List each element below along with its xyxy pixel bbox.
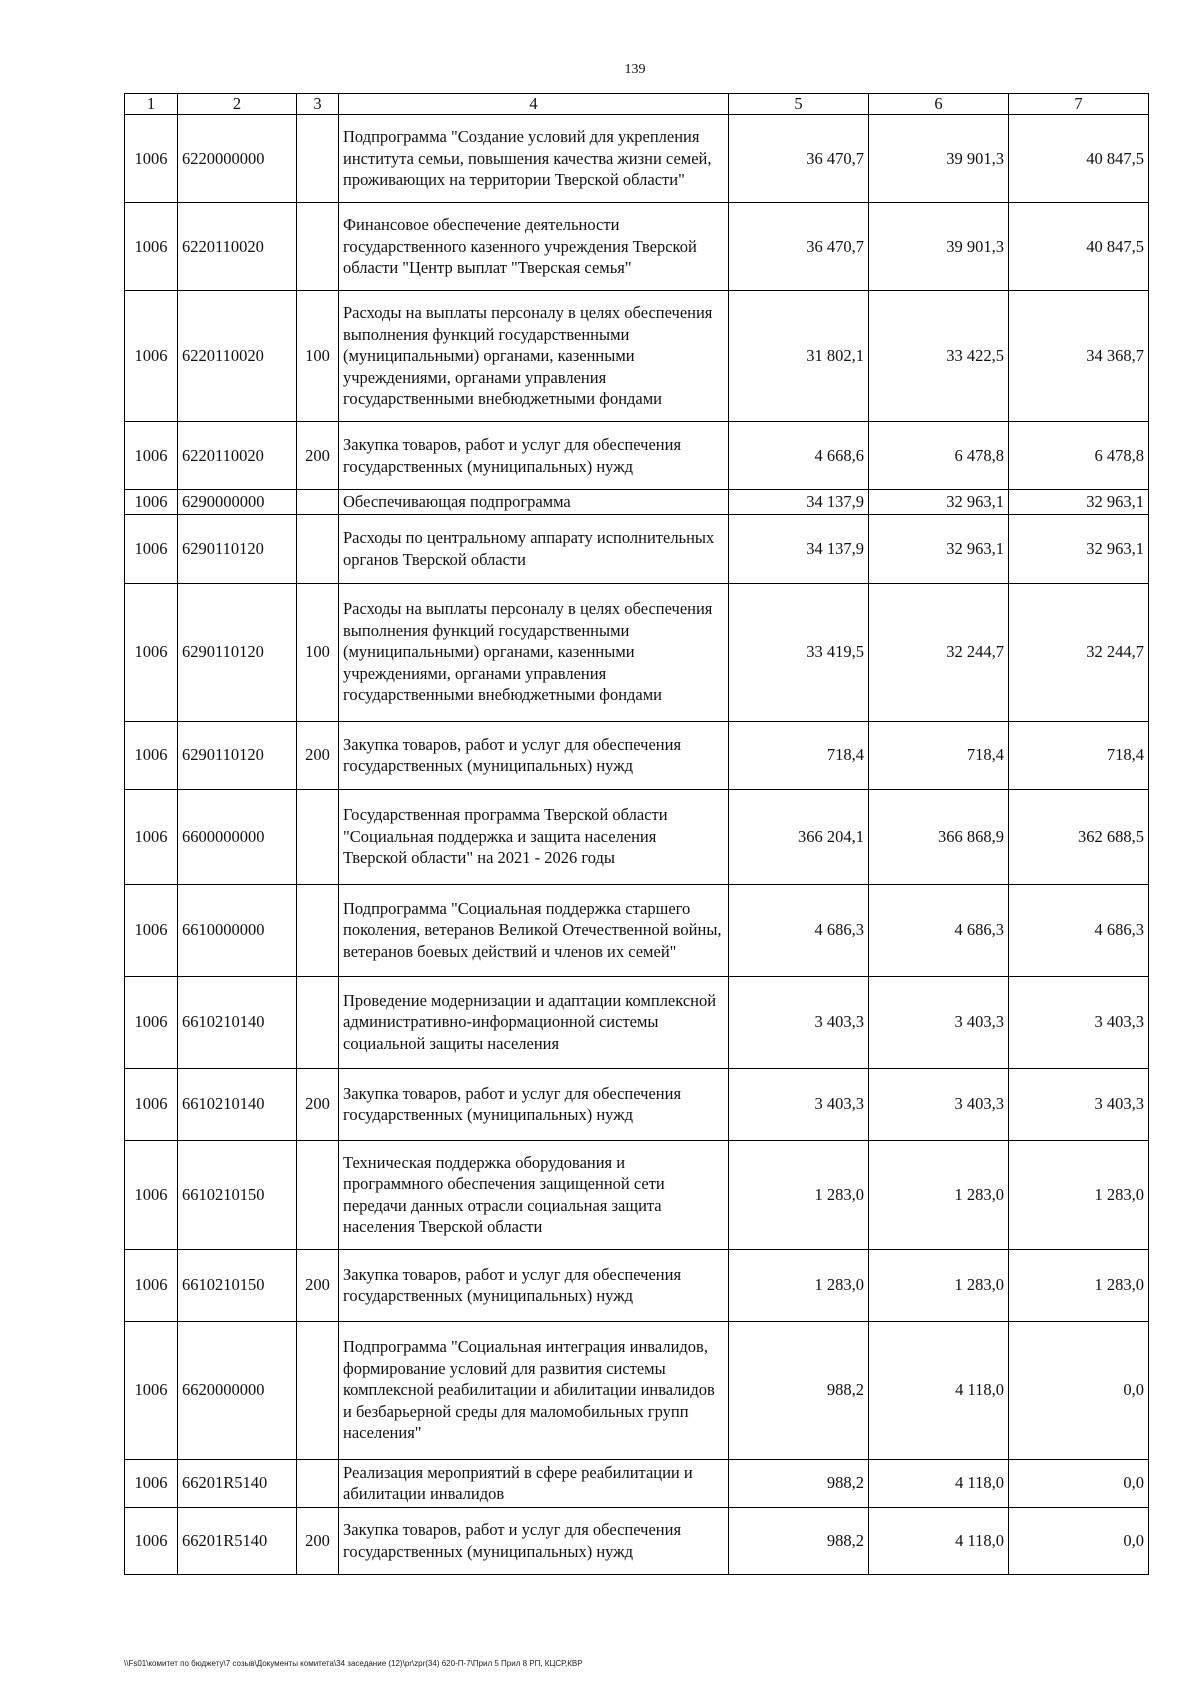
amount-cell-5: 34 137,9 — [729, 514, 869, 583]
amount-cell-6: 4 118,0 — [869, 1459, 1009, 1507]
section-code-cell: 1006 — [125, 721, 178, 789]
amount-cell-7: 40 847,5 — [1009, 203, 1149, 291]
description-cell: Закупка товаров, работ и услуг для обеспечения государственных (муниципальных) нужд — [339, 1507, 729, 1574]
amount-cell-5: 4 668,6 — [729, 422, 869, 490]
section-code-cell: 1006 — [125, 583, 178, 721]
target-article-cell: 6220110020 — [178, 291, 297, 422]
amount-cell-6: 1 283,0 — [869, 1140, 1009, 1249]
amount-cell-7: 0,0 — [1009, 1321, 1149, 1459]
table-row — [125, 1068, 1149, 1140]
amount-cell-6: 1 283,0 — [869, 1249, 1009, 1321]
expense-type-cell — [297, 490, 339, 515]
table-row — [125, 884, 1149, 976]
amount-cell-6: 4 118,0 — [869, 1321, 1009, 1459]
description-cell: Закупка товаров, работ и услуг для обеспечения государственных (муниципальных) нужд — [339, 721, 729, 789]
target-article-cell: 6610210140 — [178, 976, 297, 1068]
amount-cell-7: 1 283,0 — [1009, 1249, 1149, 1321]
section-code-cell: 1006 — [125, 514, 178, 583]
description-cell: Подпрограмма "Создание условий для укрепления института семьи, повышения качества жизни семей, проживающих на территории Тверской области" — [339, 115, 729, 203]
amount-cell-5: 33 419,5 — [729, 583, 869, 721]
section-code-cell: 1006 — [125, 422, 178, 490]
description-cell: Техническая поддержка оборудования и программного обеспечения защищенной сети передачи данных отрасли социальная защита населения Тверской области — [339, 1140, 729, 1249]
target-article-cell: 6610210150 — [178, 1140, 297, 1249]
target-article-cell: 6600000000 — [178, 789, 297, 884]
table-row — [125, 1507, 1149, 1574]
amount-cell-7: 32 244,7 — [1009, 583, 1149, 721]
target-article-cell: 6610210150 — [178, 1249, 297, 1321]
expense-type-cell: 100 — [297, 291, 339, 422]
amount-cell-7: 1 283,0 — [1009, 1140, 1149, 1249]
description-cell: Финансовое обеспечение деятельности государственного казенного учреждения Тверской области "Центр выплат "Тверская семья" — [339, 203, 729, 291]
expense-type-cell — [297, 203, 339, 291]
amount-cell-6: 39 901,3 — [869, 115, 1009, 203]
expense-type-cell: 200 — [297, 1249, 339, 1321]
target-article-cell: 66201R5140 — [178, 1507, 297, 1574]
description-cell: Расходы на выплаты персоналу в целях обеспечения выполнения функций государственными (муниципальными) органами, казенными учреждениями, органами управления государственными внебюджетными фондами — [339, 583, 729, 721]
header-cell-6: 6 — [869, 94, 1009, 115]
expense-type-cell — [297, 115, 339, 203]
header-row — [125, 94, 1149, 115]
amount-cell-5: 718,4 — [729, 721, 869, 789]
amount-cell-5: 36 470,7 — [729, 115, 869, 203]
header-cell-4: 4 — [339, 94, 729, 115]
header-cell-7: 7 — [1009, 94, 1149, 115]
header-cell-1: 1 — [125, 94, 178, 115]
table-row — [125, 721, 1149, 789]
description-cell: Подпрограмма "Социальная интеграция инвалидов, формирование условий для развития системы комплексной реабилитации и абилитации инвалидов и безбарьерной среды для маломобильных групп населения" — [339, 1321, 729, 1459]
target-article-cell: 6290110120 — [178, 721, 297, 789]
section-code-cell: 1006 — [125, 203, 178, 291]
table-row — [125, 1140, 1149, 1249]
target-article-cell: 6290110120 — [178, 514, 297, 583]
amount-cell-5: 1 283,0 — [729, 1140, 869, 1249]
amount-cell-5: 988,2 — [729, 1507, 869, 1574]
table-row — [125, 976, 1149, 1068]
amount-cell-5: 1 283,0 — [729, 1249, 869, 1321]
amount-cell-7: 0,0 — [1009, 1459, 1149, 1507]
amount-cell-5: 3 403,3 — [729, 1068, 869, 1140]
description-cell: Закупка товаров, работ и услуг для обеспечения государственных (муниципальных) нужд — [339, 1068, 729, 1140]
description-cell: Расходы на выплаты персоналу в целях обеспечения выполнения функций государственными (муниципальными) органами, казенными учреждениями, органами управления государственными внебюджетными фондами — [339, 291, 729, 422]
section-code-cell: 1006 — [125, 1321, 178, 1459]
expense-type-cell — [297, 884, 339, 976]
amount-cell-5: 988,2 — [729, 1321, 869, 1459]
target-article-cell: 6610000000 — [178, 884, 297, 976]
amount-cell-6: 32 244,7 — [869, 583, 1009, 721]
amount-cell-7: 32 963,1 — [1009, 490, 1149, 515]
amount-cell-5: 31 802,1 — [729, 291, 869, 422]
section-code-cell: 1006 — [125, 1249, 178, 1321]
expense-type-cell — [297, 1321, 339, 1459]
section-code-cell: 1006 — [125, 1507, 178, 1574]
table-row — [125, 1321, 1149, 1459]
description-cell: Подпрограмма "Социальная поддержка старшего поколения, ветеранов Великой Отечественной войны, ветеранов боевых действий и членов их семей" — [339, 884, 729, 976]
expense-type-cell — [297, 1140, 339, 1249]
target-article-cell: 66201R5140 — [178, 1459, 297, 1507]
header-cell-3: 3 — [297, 94, 339, 115]
table-row — [125, 514, 1149, 583]
table-row — [125, 115, 1149, 203]
section-code-cell: 1006 — [125, 1459, 178, 1507]
amount-cell-6: 32 963,1 — [869, 490, 1009, 515]
target-article-cell: 6610210140 — [178, 1068, 297, 1140]
expense-type-cell: 200 — [297, 422, 339, 490]
table-row — [125, 1459, 1149, 1507]
section-code-cell: 1006 — [125, 884, 178, 976]
amount-cell-6: 3 403,3 — [869, 976, 1009, 1068]
target-article-cell: 6290110120 — [178, 583, 297, 721]
section-code-cell: 1006 — [125, 1068, 178, 1140]
table-row — [125, 789, 1149, 884]
target-article-cell: 6220110020 — [178, 422, 297, 490]
expense-type-cell: 200 — [297, 721, 339, 789]
amount-cell-5: 4 686,3 — [729, 884, 869, 976]
table-row — [125, 583, 1149, 721]
amount-cell-7: 362 688,5 — [1009, 789, 1149, 884]
description-cell: Государственная программа Тверской области "Социальная поддержка и защита населения Тверской области" на 2021 - 2026 годы — [339, 789, 729, 884]
description-cell: Расходы по центральному аппарату исполнительных органов Тверской области — [339, 514, 729, 583]
amount-cell-6: 39 901,3 — [869, 203, 1009, 291]
header-cell-2: 2 — [178, 94, 297, 115]
expense-type-cell — [297, 514, 339, 583]
table-row — [125, 422, 1149, 490]
expense-type-cell — [297, 1459, 339, 1507]
amount-cell-6: 32 963,1 — [869, 514, 1009, 583]
amount-cell-7: 0,0 — [1009, 1507, 1149, 1574]
budget-table — [124, 93, 1149, 1575]
amount-cell-7: 6 478,8 — [1009, 422, 1149, 490]
section-code-cell: 1006 — [125, 976, 178, 1068]
section-code-cell: 1006 — [125, 115, 178, 203]
amount-cell-5: 3 403,3 — [729, 976, 869, 1068]
amount-cell-5: 34 137,9 — [729, 490, 869, 515]
amount-cell-7: 34 368,7 — [1009, 291, 1149, 422]
expense-type-cell: 100 — [297, 583, 339, 721]
amount-cell-7: 718,4 — [1009, 721, 1149, 789]
expense-type-cell — [297, 976, 339, 1068]
expense-type-cell — [297, 789, 339, 884]
amount-cell-6: 6 478,8 — [869, 422, 1009, 490]
footer-file-path: \\Fs01\комитет по бюджету\7 созыв\Документы комитета\34 заседание (12)\pr\zpr(34) 620-П-7\Прил 5 Прил 8 РП, КЦСР,КВР — [124, 1659, 583, 1668]
expense-type-cell: 200 — [297, 1068, 339, 1140]
amount-cell-6: 718,4 — [869, 721, 1009, 789]
target-article-cell: 6220110020 — [178, 203, 297, 291]
target-article-cell: 6290000000 — [178, 490, 297, 515]
amount-cell-5: 36 470,7 — [729, 203, 869, 291]
table-row — [125, 1249, 1149, 1321]
amount-cell-6: 3 403,3 — [869, 1068, 1009, 1140]
description-cell: Закупка товаров, работ и услуг для обеспечения государственных (муниципальных) нужд — [339, 422, 729, 490]
description-cell: Обеспечивающая подпрограмма — [339, 490, 729, 515]
amount-cell-7: 40 847,5 — [1009, 115, 1149, 203]
amount-cell-6: 366 868,9 — [869, 789, 1009, 884]
section-code-cell: 1006 — [125, 291, 178, 422]
amount-cell-5: 988,2 — [729, 1459, 869, 1507]
amount-cell-6: 4 686,3 — [869, 884, 1009, 976]
description-cell: Реализация мероприятий в сфере реабилитации и абилитации инвалидов — [339, 1459, 729, 1507]
table-row — [125, 203, 1149, 291]
amount-cell-7: 3 403,3 — [1009, 1068, 1149, 1140]
description-cell: Проведение модернизации и адаптации комплексной административно-информационной системы социальной защиты населения — [339, 976, 729, 1068]
page-number: 139 — [624, 62, 646, 77]
header-cell-5: 5 — [729, 94, 869, 115]
amount-cell-6: 33 422,5 — [869, 291, 1009, 422]
description-cell: Закупка товаров, работ и услуг для обеспечения государственных (муниципальных) нужд — [339, 1249, 729, 1321]
target-article-cell: 6620000000 — [178, 1321, 297, 1459]
amount-cell-7: 4 686,3 — [1009, 884, 1149, 976]
section-code-cell: 1006 — [125, 490, 178, 515]
amount-cell-6: 4 118,0 — [869, 1507, 1009, 1574]
table-row — [125, 291, 1149, 422]
table-row — [125, 490, 1149, 515]
section-code-cell: 1006 — [125, 1140, 178, 1249]
amount-cell-7: 32 963,1 — [1009, 514, 1149, 583]
section-code-cell: 1006 — [125, 789, 178, 884]
amount-cell-5: 366 204,1 — [729, 789, 869, 884]
target-article-cell: 6220000000 — [178, 115, 297, 203]
expense-type-cell: 200 — [297, 1507, 339, 1574]
amount-cell-7: 3 403,3 — [1009, 976, 1149, 1068]
